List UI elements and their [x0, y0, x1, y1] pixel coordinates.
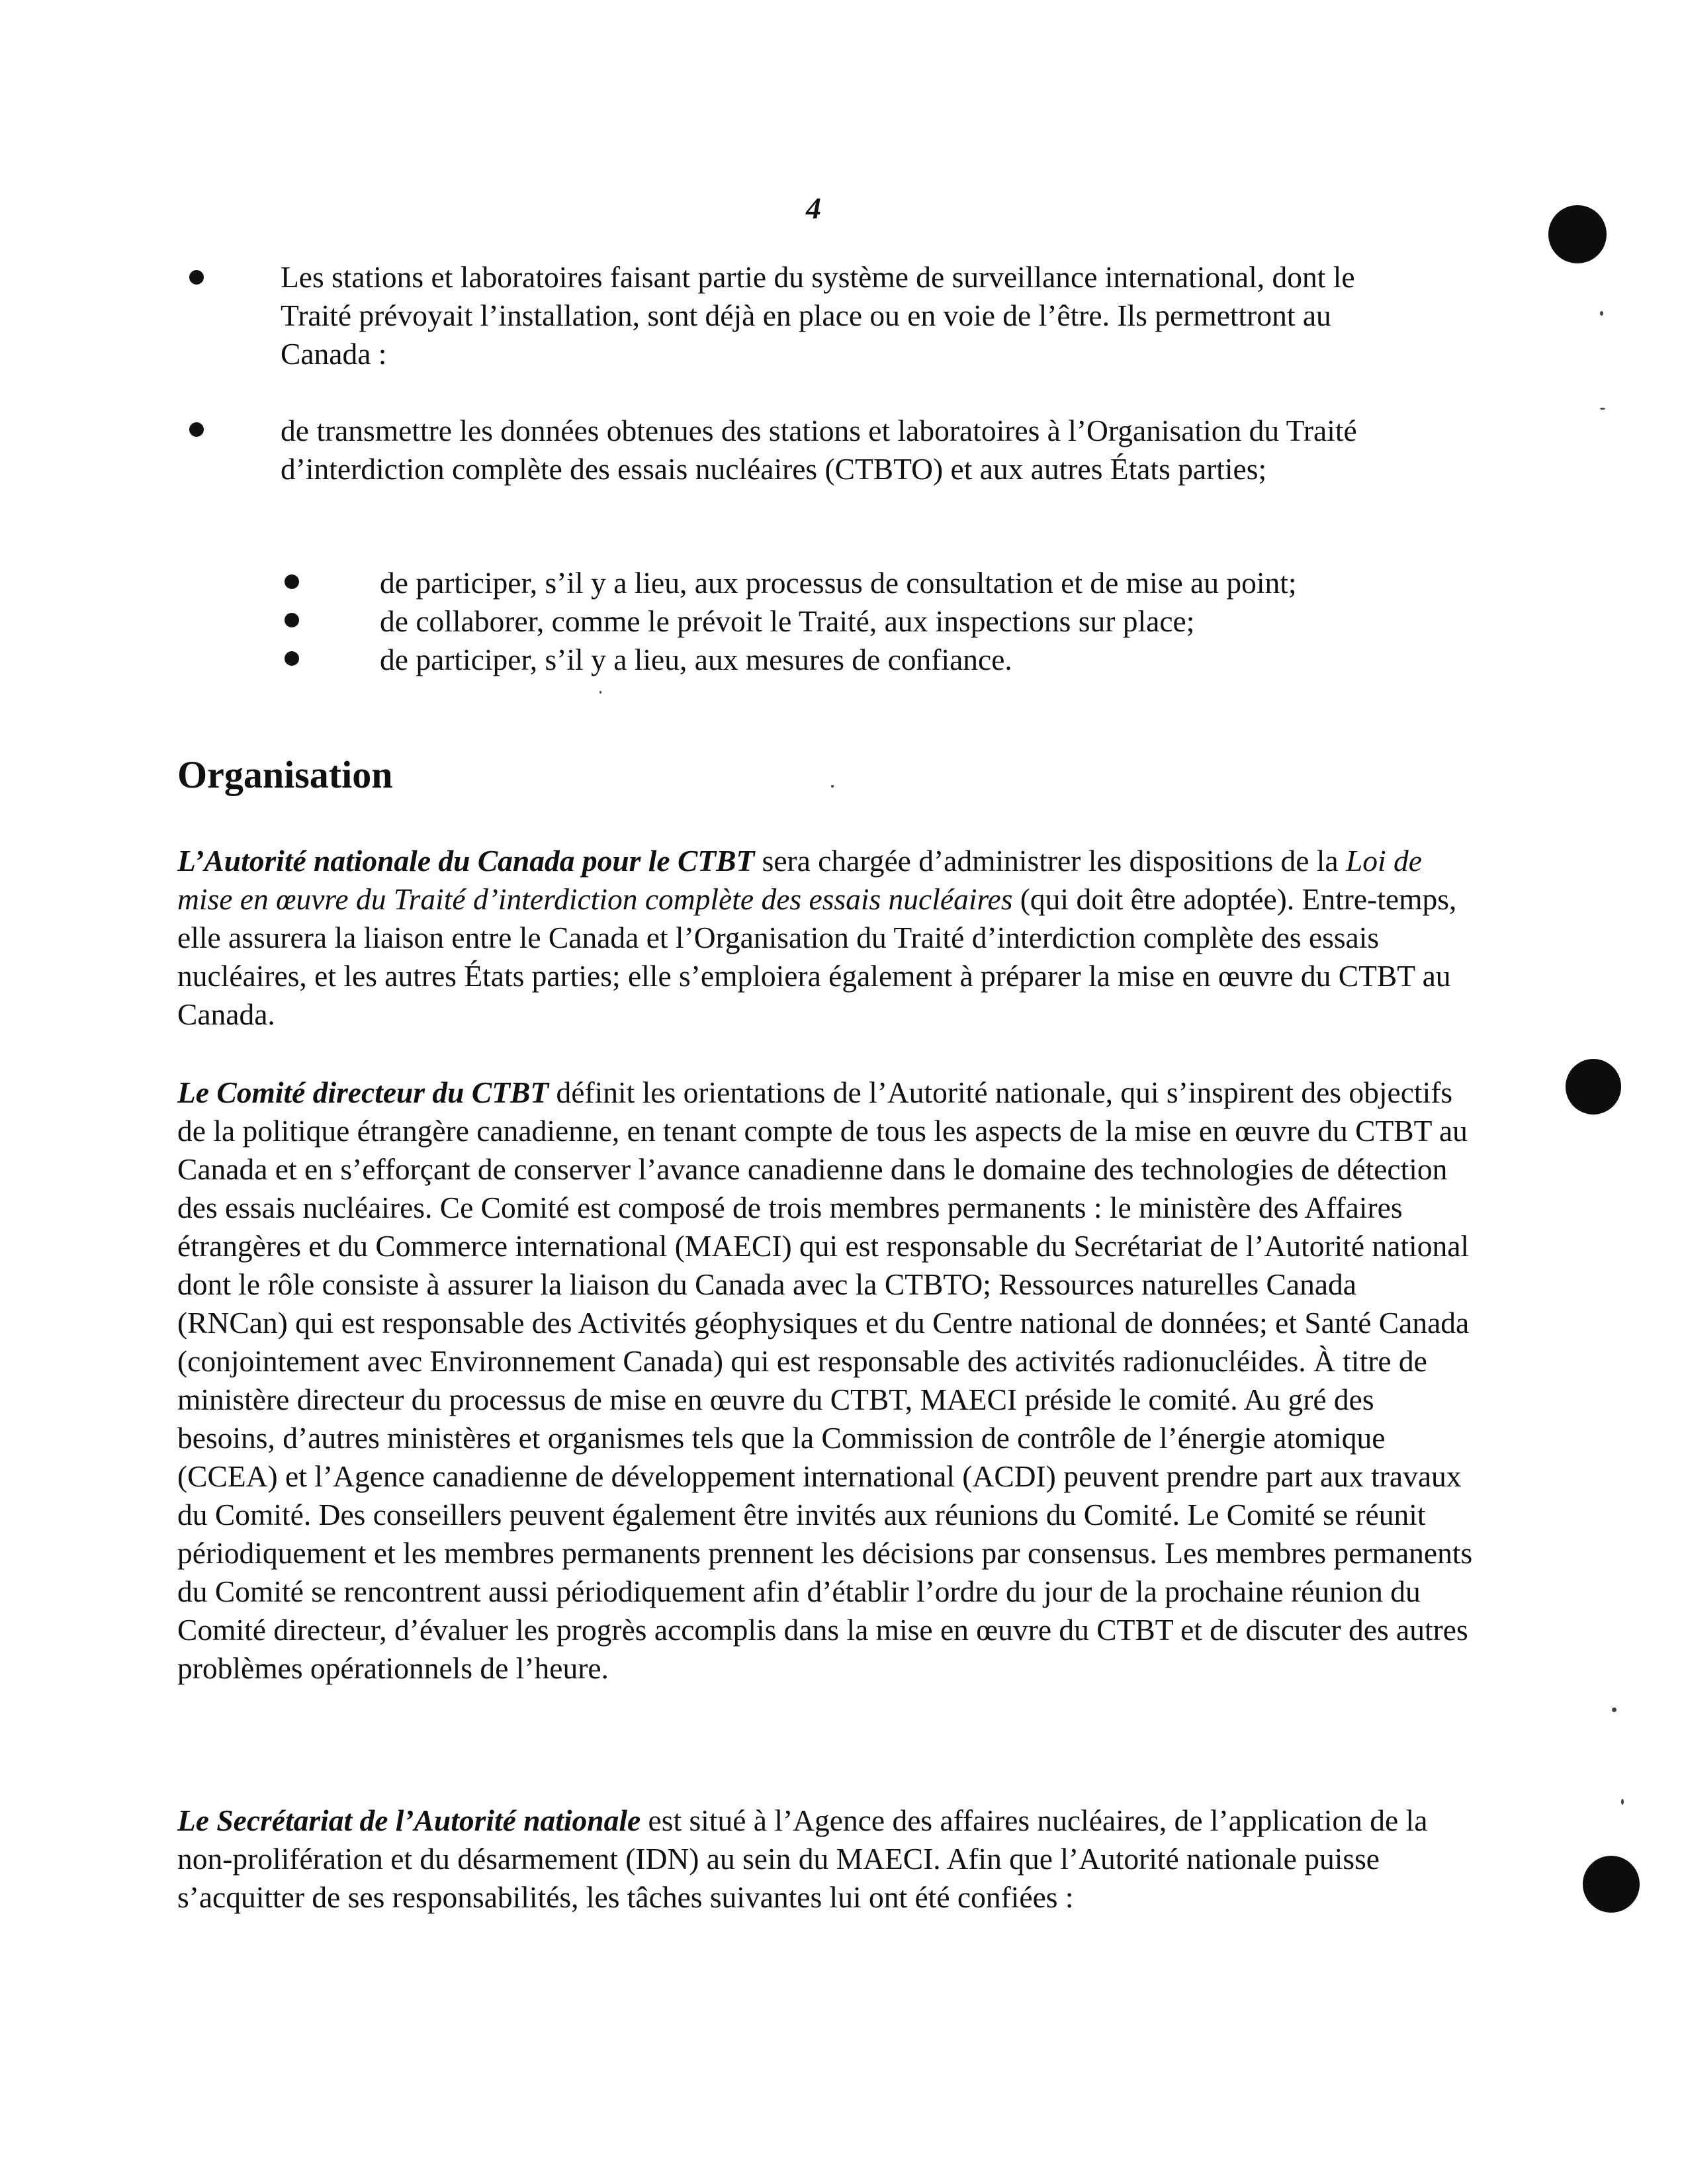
paragraph-comite	[177, 1073, 1474, 1688]
paragraph-lead: L’Autorité nationale du Canada pour le CTBT	[177, 844, 755, 878]
bullet-icon	[285, 613, 299, 627]
punch-hole-icon	[1548, 205, 1607, 263]
paragraph-text: est situé à l’Agence des affaires nucléaires, de l’application de la non-prolifération et du désarmement (IDN) au sein du MAECI. Afin que l’Autorité nationale puisse s’acquitter de ses responsabilités, les tâches suivantes lui ont été confiées :	[177, 1803, 1428, 1914]
law-title: Loi de mise en œuvre du Traité d’interdiction complète des essais nucléaires	[177, 844, 1423, 916]
paragraph-lead: Le Comité directeur du CTBT	[177, 1075, 549, 1109]
section-heading: Organisation	[177, 753, 393, 796]
scan-speck-icon	[1600, 311, 1603, 316]
paragraph-text: définit les orientations de l’Autorité nationale, qui s’inspirent des objectifs de la politique étrangère canadienne, en tenant compte de tous les aspects de la mise en œuvre du CTBT au Canada et en s’efforçant de conserver l’avance canadienne dans le domaine des technologies de détection des essais nucléaires. Ce Comité est composé de trois membres permanents : le ministère des Affaires étrangères et du Commerce international (MAECI) qui est responsable du Secrétariat de l’Autorité national dont le rôle consiste à assurer la liaison du Canada avec la CTBTO; Ressources naturelles Canada (RNCan) qui est responsable des Activités géophysiques et du Centre national de données; et Santé Canada (conjointement avec Environnement Canada) qui est responsable des activités radionucléides. À titre de ministère directeur du processus de mise en œuvre du CTBT, MAECI préside le comité. Au gré des besoins, d’autres ministères et organismes tels que la Commission de contrôle de l’énergie atomique (CCEA) et l’Agence canadienne de développement international (ACDI) peuvent prendre part aux travaux du Comité. Des conseillers peuvent également être invités aux réunions du Comité. Le Comité se réunit périodiquement et les membres permanents prennent les décisions par consensus. Les membres permanents du Comité se rencontrent aussi périodiquement afin d’établir l’ordre du jour de la prochaine réunion du Comité directeur, d’évaluer les progrès accomplis dans la mise en œuvre du CTBT et de discuter des autres problèmes opérationnels de l’heure.	[177, 1075, 1473, 1685]
bullet-icon	[285, 574, 299, 589]
paragraph-autorite	[177, 842, 1474, 1034]
list-item: de collaborer, comme le prévoit le Traité, aux inspections sur place;	[380, 604, 1195, 638]
paragraph-lead: Le Secrétariat de l’Autorité nationale	[177, 1803, 641, 1837]
scan-speck-icon	[599, 691, 601, 694]
list-item: Les stations et laboratoires faisant partie du système de surveillance international, dont le Traité prévoyait l’installation, sont déjà en place ou en voie de l’être. Ils permettront au Canada :	[281, 260, 1355, 371]
bullet-icon	[189, 422, 204, 437]
punch-hole-icon	[1566, 1059, 1621, 1115]
paragraph-text: (qui doit être adoptée). Entre-temps, elle assurera la liaison entre le Canada et l’Organisation du Traité d’interdiction complète des essais nucléaires, et les autres États parties; elle s’emploiera également à préparer la mise en œuvre du CTBT au Canada.	[177, 882, 1457, 1031]
bullet-icon	[285, 651, 299, 666]
scan-speck-icon	[1600, 408, 1605, 410]
scan-speck-icon	[1621, 1799, 1624, 1805]
list-item: de participer, s’il y a lieu, aux processus de consultation et de mise au point;	[380, 566, 1297, 600]
list-item: de participer, s’il y a lieu, aux mesures de confiance.	[380, 643, 1012, 676]
page-number: 4	[806, 191, 821, 225]
bullet-icon	[189, 270, 204, 285]
scan-speck-icon	[1612, 1707, 1616, 1712]
paragraph-secretariat	[177, 1801, 1474, 1917]
scan-speck-icon	[831, 785, 834, 788]
paragraph-text: sera chargée d’administrer les dispositions de la	[754, 844, 1346, 878]
punch-hole-icon	[1583, 1856, 1640, 1913]
list-item: de transmettre les données obtenues des stations et laboratoires à l’Organisation du Traité d’interdiction complète des essais nucléaires (CTBTO) et aux autres États parties;	[281, 414, 1357, 486]
